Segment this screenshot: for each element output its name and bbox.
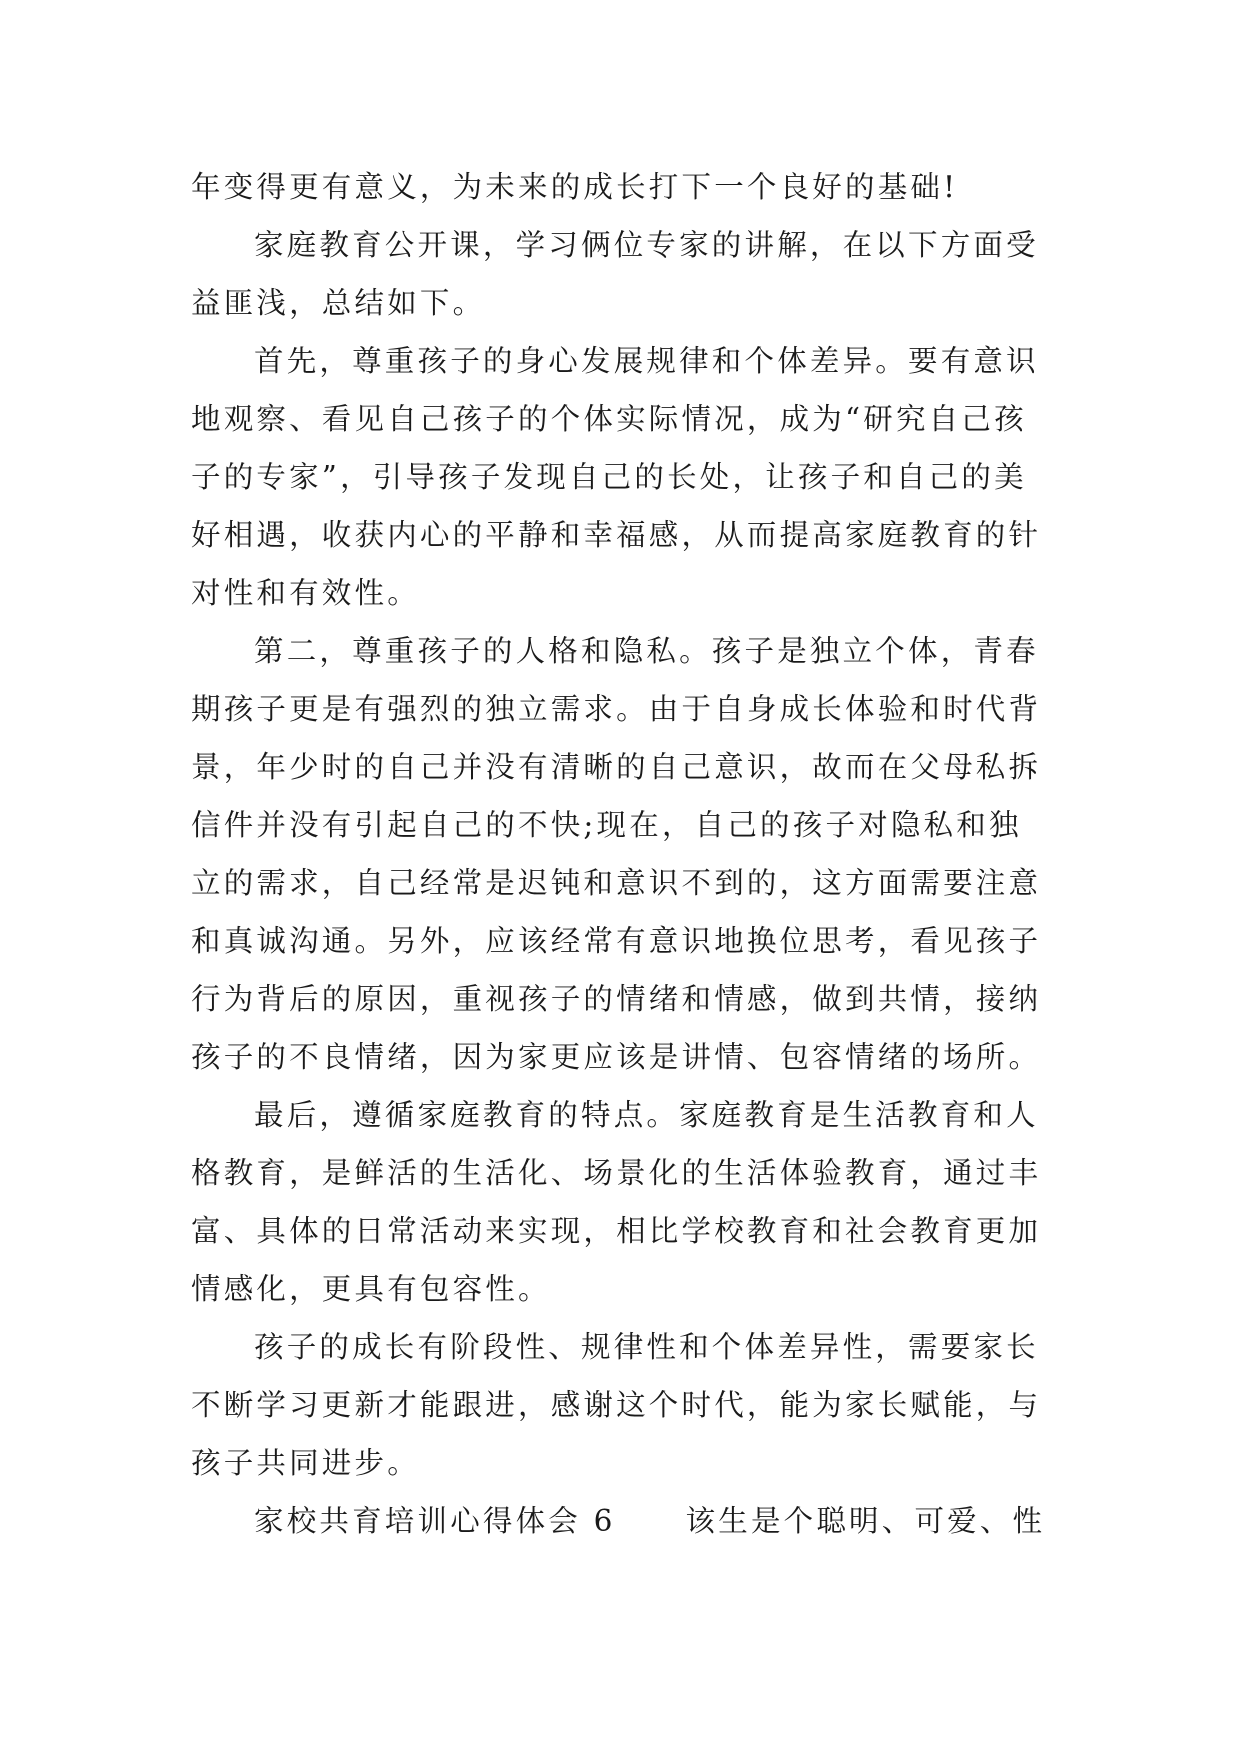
text-line: 行为背后的原因，重视孩子的情绪和情感，做到共情，接纳 bbox=[191, 982, 1042, 1016]
text-line: 对性和有效性。 bbox=[191, 576, 420, 610]
text-line: 和真诚沟通。另外，应该经常有意识地换位思考，看见孩子 bbox=[191, 924, 1042, 958]
paragraph-start-line: 孩子的成长有阶段性、规律性和个体差异性，需要家长 bbox=[254, 1330, 1039, 1364]
text-line: 信件并没有引起自己的不快;现在，自己的孩子对隐私和独 bbox=[191, 808, 1022, 842]
text-line: 孩子的不良情绪，因为家更应该是讲情、包容情绪的场所。 bbox=[191, 1040, 1042, 1074]
text-line: 期孩子更是有强烈的独立需求。由于自身成长体验和时代背 bbox=[191, 692, 1042, 726]
text-line: 不断学习更新才能跟进，感谢这个时代，能为家长赋能，与 bbox=[191, 1388, 1042, 1422]
text-line: 地观察、看见自己孩子的个体实际情况，成为“研究自己孩 bbox=[191, 402, 1027, 436]
text-line: 富、具体的日常活动来实现，相比学校教育和社会教育更加 bbox=[191, 1214, 1042, 1248]
text-line: 情感化，更具有包容性。 bbox=[191, 1272, 551, 1306]
document-body bbox=[191, 158, 1051, 1550]
text-line: 年变得更有意义，为未来的成长打下一个良好的基础! bbox=[191, 170, 959, 204]
paragraph-start-line: 最后，遵循家庭教育的特点。家庭教育是生活教育和人 bbox=[254, 1098, 1039, 1132]
paragraph-start-line: 第二，尊重孩子的人格和隐私。孩子是独立个体，青春 bbox=[254, 634, 1039, 668]
text-line: 好相遇，收获内心的平静和幸福感，从而提高家庭教育的针 bbox=[191, 518, 1042, 552]
section-heading-line bbox=[191, 1492, 1051, 1550]
text-line: 孩子共同进步。 bbox=[191, 1446, 420, 1480]
text-line: 子的专家”，引导孩子发现自己的长处，让孩子和自己的美 bbox=[191, 460, 1027, 494]
text-line: 格教育，是鲜活的生活化、场景化的生活体验教育，通过丰 bbox=[191, 1156, 1042, 1190]
text-line: 景，年少时的自己并没有清晰的自己意识，故而在父母私拆 bbox=[191, 750, 1042, 784]
paragraph-start-line: 家庭教育公开课，学习俩位专家的讲解，在以下方面受 bbox=[254, 228, 1039, 262]
paragraph-start-line: 首先，尊重孩子的身心发展规律和个体差异。要有意识 bbox=[254, 344, 1039, 378]
section-heading: 家校共育培训心得体会 6 bbox=[254, 1504, 616, 1538]
text-line: 益匪浅，总结如下。 bbox=[191, 286, 486, 320]
section-text: 该生是个聪明、可爱、性 bbox=[685, 1504, 1046, 1538]
text-line: 立的需求，自己经常是迟钝和意识不到的，这方面需要注意 bbox=[191, 866, 1042, 900]
